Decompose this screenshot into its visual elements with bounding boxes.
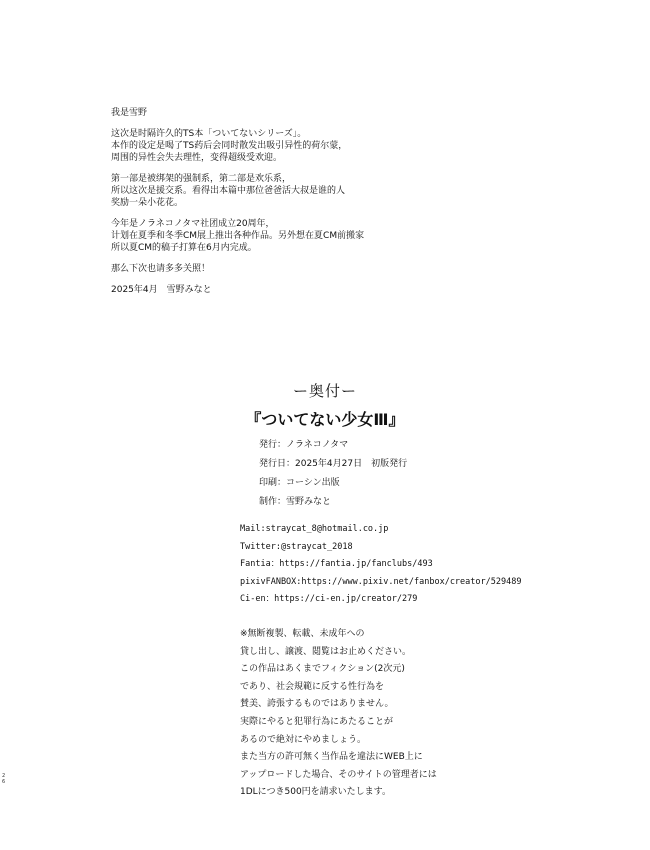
contact-twitter: Twitter:@straycat_2018 [240, 541, 353, 552]
notice-line: あるので絶対にやめましょう。 [240, 734, 367, 745]
issue-date-line: 発行日：2025年4月27日 初版発行 [259, 459, 408, 469]
publish-info [259, 436, 407, 512]
page-number-digit: 6 [2, 779, 6, 785]
notice-line: 実際にやると犯罪行為にあたることが [240, 716, 394, 727]
book-title: 『ついてない少女Ⅲ』 [245, 410, 405, 429]
afterword-paragraph-3: 第一部是被绑架的强制系，第二部是欢乐系， 所以这次是援交系。看得出本篇中那位爸爸活大叔是谁的人 奖励一朵小花花。 [111, 174, 346, 208]
printer-line: 印刷：コーシン出版 [259, 478, 340, 488]
notice-line: ※無断複製、転載、未成年への [240, 629, 365, 639]
afterword-signature: 2025年4月 雪野みなと [111, 285, 212, 295]
contact-fantia: Fantia：https://fantia.jp/fanclubs/493 [240, 559, 433, 569]
afterword-paragraph-5: 那么下次也请多多关照！ [111, 264, 211, 274]
notice-line: 1DLにつき500円を請求いたします。 [240, 787, 391, 798]
colophon-heading: ー奥付ー [292, 382, 357, 400]
notice-line: この作品はあくまでフィクション(2次元) [240, 664, 405, 675]
page-number [2, 773, 5, 785]
notice-line: であり、社会規範に反する性行為を [240, 681, 385, 692]
author-line: 制作：雪野みなと [259, 497, 332, 507]
contact-fanbox: pixivFANBOX:https://www.pixiv.net/fanbox/creator/529489 [240, 576, 522, 587]
afterword-paragraph-2: 这次是时隔许久的TS本「ついてないシリーズ」。 本作的设定是喝了TS药后会同时散发出吸引异性的荷尔蒙， 周围的异性会失去理性，变得超级受欢迎。 [111, 129, 348, 163]
notice-line: また当方の許可無く当作品を違法にWEB上に [240, 752, 423, 763]
contact-list [240, 521, 521, 609]
notice-line: 賛美、誇張するものではありません。 [240, 699, 394, 710]
contact-ci-en: Ci-en：https://ci-en.jp/creator/279 [240, 594, 418, 604]
page-number-digit: 2 [2, 773, 6, 779]
afterword [111, 107, 531, 305]
contact-mail: Mail:straycat_8@hotmail.co.jp [240, 524, 389, 534]
afterword-paragraph-1: 我是雪野 [111, 108, 148, 118]
publisher-line: 発行：ノラネコノタマ [259, 440, 349, 450]
notice-line: 貸し出し、譲渡、閲覧はお止めください。 [240, 646, 412, 657]
legal-notice [240, 626, 437, 802]
afterword-paragraph-4: 今年是ノラネコノタマ社团成立20周年， 计划在夏季和冬季CM展上推出各种作品。另外想在夏CM前搬家 所以夏CM的稿子打算在6月内完成。 [111, 219, 365, 253]
notice-line: アップロードした場合、そのサイトの管理者には [240, 769, 437, 780]
